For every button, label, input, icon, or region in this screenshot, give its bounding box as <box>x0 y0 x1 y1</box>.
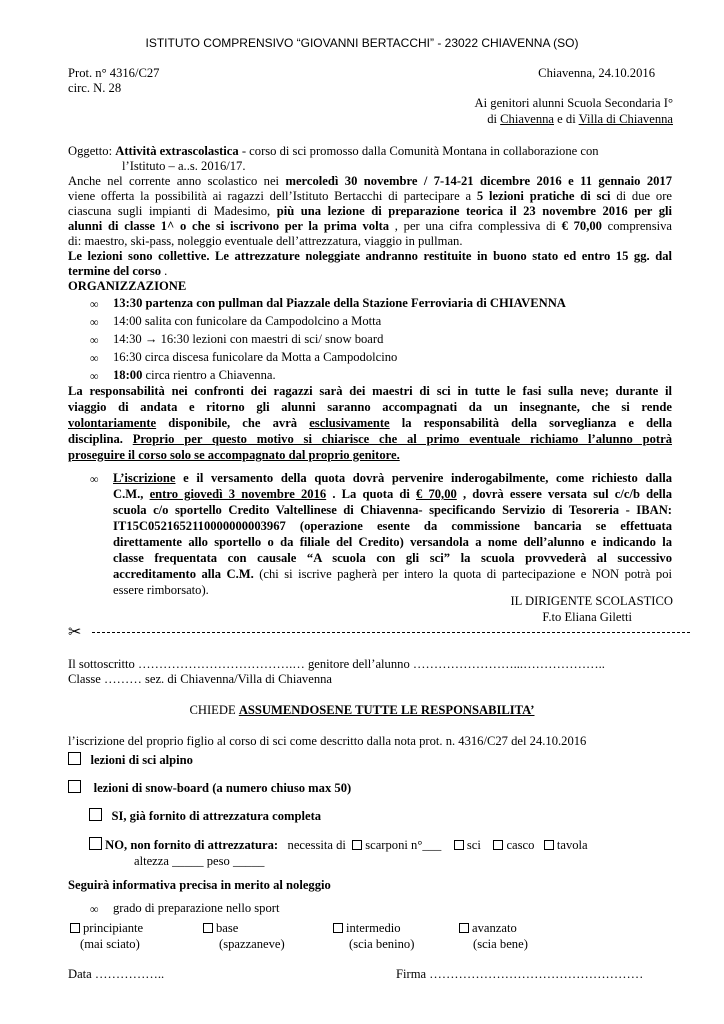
level-note: (mai sciato) <box>80 937 140 951</box>
form-parent-line: Il sottoscritto ……………………………….… genitore dell’alunno ……………………...……………….. <box>68 657 605 671</box>
signatory-name: F.to Eliana Giletti <box>542 610 632 624</box>
signatory-title: IL DIRIGENTE SCOLASTICO <box>510 594 673 608</box>
checkbox-scarponi[interactable] <box>352 840 362 850</box>
form-class-line: Classe ……… sez. di Chiavenna/Villa di Chiavenna <box>68 672 333 686</box>
schedule-item: 14:00 salita con funicolare da Campodolcino a Motta <box>113 314 382 328</box>
responsibility-line: La responsabilità nei confronti dei ragazzi sarà dei maestri di sci in tutte le fasi sulla neve; durante il <box>68 384 672 398</box>
checkbox-icon[interactable] <box>68 752 81 765</box>
bullet-icon: ∞ <box>90 333 99 347</box>
option-not-equipped: NO, non fornito di attrezzatura: necessita di scarponi n°___ sci casco tavola <box>89 837 588 853</box>
level-note: (spazzaneve) <box>219 937 285 951</box>
bullet-icon: ∞ <box>90 315 99 329</box>
bullet-icon: ∞ <box>90 902 99 916</box>
responsibility-line: disciplina. Proprio per questo motivo si chiarisce che al primo eventuale richiamo l’alunno potrà <box>68 432 673 446</box>
payment-line: classe frequentata con causale “A scuola con gli sci” la scuola provvederà al successivo <box>113 551 672 565</box>
form-enrollment-text: l’iscrizione del proprio figlio al corso di sci come descritto dalla nota prot. n. 4316/C27 del 24.10.2016 <box>68 734 587 748</box>
circular-number: circ. N. 28 <box>68 81 122 95</box>
payment-line: accreditamento alla C.M. (chi si iscrive pagherà per intero la quota di partecipazione e NON potrà poi <box>113 567 672 581</box>
date-field[interactable]: Data …………….. <box>68 967 165 981</box>
schedule-item: 14:30 → 16:30 lezioni con maestri di sci/ snow board <box>113 332 384 346</box>
signature-field[interactable]: Firma …………………………………………… <box>396 967 644 981</box>
recipients-line1: Ai genitori alunni Scuola Secondaria I° <box>474 96 673 110</box>
payment-line: direttamente allo sportello o da filiale del Credito) versandola a nome dell’alunno e indicando la <box>113 535 672 549</box>
intro-line: Anche nel corrente anno scolastico nei mercoledì 30 novembre / 7-14-21 dicembre 2016 e 11 gennaio 2017 <box>68 174 673 188</box>
level-option[interactable]: base <box>203 921 238 936</box>
checkbox-icon[interactable] <box>68 780 81 793</box>
recipients-line2: di Chiavenna e di Villa di Chiavenna <box>487 112 673 126</box>
checkbox-icon[interactable] <box>203 923 213 933</box>
schedule-item: 13:30 partenza con pullman dal Piazzale della Stazione Ferroviaria di CHIAVENNA <box>113 296 566 310</box>
payment-line: scuola c/o sportello Credito Valtellinese di Chiavenna- specificando Servizio di Tesoreria - IBAN: <box>113 503 672 517</box>
letter-date: Chiavenna, 24.10.2016 <box>538 66 655 80</box>
option-snowboard[interactable]: lezioni di snow-board (a numero chiuso max 50) <box>68 780 351 796</box>
scissors-icon: ✂ <box>68 622 82 641</box>
responsibility-line: proseguire il corso solo se accompagnato dal proprio genitore. <box>68 448 400 462</box>
height-weight-line: altezza _____ peso _____ <box>134 854 265 868</box>
cut-line <box>92 632 690 633</box>
level-note: (scia bene) <box>473 937 528 951</box>
payment-line: L’iscrizione e il versamento della quota dovrà pervenire inderogabilmente, come richiesto dalla <box>113 471 672 485</box>
payment-iban-line: IT15C0521652110000000003967 (operazione esente da commissione bancaria se effettuata <box>113 519 672 533</box>
option-sci-alpino[interactable]: lezioni di sci alpino <box>68 752 193 768</box>
intro-line: di: maestro, ski-pass, noleggio eventuale dell’attrezzatura, viaggio in pullman. <box>68 234 463 248</box>
level-option[interactable]: intermedio <box>333 921 401 936</box>
bullet-icon: ∞ <box>90 369 99 383</box>
responsibility-line: viaggio di andata e ritorno gli alunni saranno accompagnati da un insegnante, che si rende <box>68 400 672 414</box>
checkbox-sci[interactable] <box>454 840 464 850</box>
checkbox-icon[interactable] <box>333 923 343 933</box>
bullet-icon: ∞ <box>90 297 99 311</box>
checkbox-icon[interactable] <box>70 923 80 933</box>
payment-line: essere rimborsato). <box>113 583 209 597</box>
subject-line: Oggetto: Attività extrascolastica - corso di sci promosso dalla Comunità Montana in collaborazione con <box>68 144 599 158</box>
form-request-title: CHIEDE ASSUMENDOSENE TUTTE LE RESPONSABILITA’ <box>189 703 535 717</box>
level-option[interactable]: avanzato <box>459 921 517 936</box>
section-title-organizzazione: ORGANIZZAZIONE <box>68 279 187 293</box>
institute-header: ISTITUTO COMPRENSIVO “GIOVANNI BERTACCHI” - 23022 CHIAVENNA (SO) <box>145 36 579 50</box>
checkbox-tavola[interactable] <box>544 840 554 850</box>
intro-line: termine del corso . <box>68 264 168 278</box>
payment-line: C.M., entro giovedì 3 novembre 2016 . La quota di € 70,00 , dovrà essere versata sul c/c/b della <box>113 487 672 501</box>
level-note: (scia benino) <box>349 937 415 951</box>
checkbox-icon[interactable] <box>89 837 102 850</box>
intro-line: viene offerta la possibilità ai ragazzi dell’Istituto Bertacchi di partecipare a 5 lezioni pratiche di sci di due ore <box>68 189 672 203</box>
checkbox-casco[interactable] <box>493 840 503 850</box>
rental-note: Seguirà informativa precisa in merito al noleggio <box>68 878 331 892</box>
level-heading: grado di preparazione nello sport <box>113 901 280 915</box>
option-equipped[interactable]: SI, già fornito di attrezzatura completa <box>89 808 321 824</box>
protocol-number: Prot. n° 4316/C27 <box>68 66 160 80</box>
responsibility-line: volontariamente disponibile, che avrà esclusivamente la responsabilità della sorveglianza e della <box>68 416 672 430</box>
level-option[interactable]: principiante <box>70 921 143 936</box>
checkbox-icon[interactable] <box>459 923 469 933</box>
subject-line2: l’Istituto – a..s. 2016/17. <box>122 159 246 173</box>
schedule-item: 16:30 circa discesa funicolare da Motta a Campodolcino <box>113 350 398 364</box>
bullet-icon: ∞ <box>90 472 99 486</box>
intro-line: alunni di classe 1^ o che si iscrivono per la prima volta , per una cifra complessiva di € 70,00 comprensiva <box>68 219 673 233</box>
bullet-icon: ∞ <box>90 351 99 365</box>
intro-line: ciascuna sugli impianti di Madesimo, più una lezione di preparazione teorica il 23 novembre 2016 per gli <box>68 204 672 218</box>
schedule-item: 18:00 circa rientro a Chiavenna. <box>113 368 276 382</box>
checkbox-icon[interactable] <box>89 808 102 821</box>
intro-line: Le lezioni sono collettive. Le attrezzature noleggiate andranno restituite in buono stato ed entro 15 gg. dal <box>68 249 672 263</box>
